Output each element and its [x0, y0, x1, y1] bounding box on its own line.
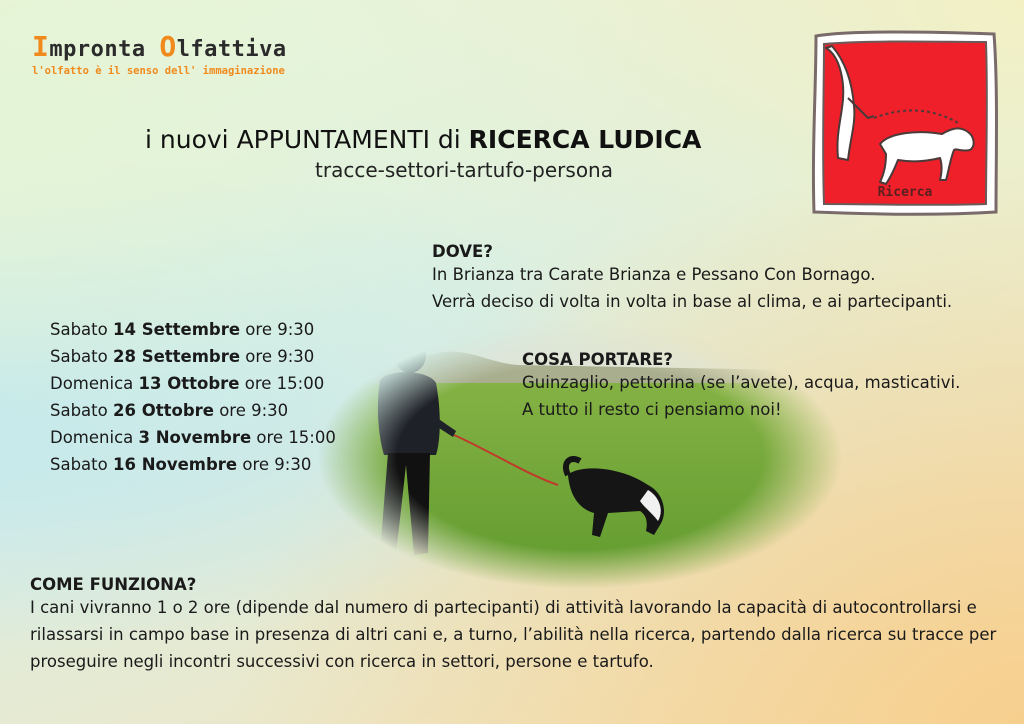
logo-initial-i: I [32, 30, 50, 63]
logo-word-2: lfattiva [176, 37, 287, 62]
date-row: Sabato 26 Ottobre ore 9:30 [50, 401, 289, 420]
date-row: Sabato 14 Settembre ore 9:30 [50, 320, 315, 339]
brand-logo [32, 30, 287, 77]
dates-list [50, 316, 336, 478]
section-cosa-portare [522, 350, 960, 423]
logo-tagline: l'olfatto è il senso dell' immaginazione [32, 65, 285, 77]
dove-title: DOVE? [432, 242, 493, 261]
page-subtitle: tracce-settori-tartufo-persona [315, 158, 613, 182]
come-funziona-title: COME FUNZIONA? [30, 575, 197, 594]
dove-line-2: Verrà deciso di volta in volta in base al clima, e ai partecipanti. [432, 292, 953, 311]
come-funziona-body: I cani vivranno 1 o 2 ore (dipende dal numero di partecipanti) di attività lavorando la capacità di autocontrollarsi e rilassarsi in campo base in presenza di altri cani e, a turno, l’abilità nella ricerca, partendo dalla ricerca su tracce per proseguire negli incontri successivi con ricerca in settori, persone e tartufo. [30, 598, 997, 671]
page-title [145, 125, 701, 154]
logo-word-1: mpronta [49, 37, 160, 62]
headline-bold: RICERCA LUDICA [468, 125, 702, 154]
cosa-portare-line-2: A tutto il resto ci pensiamo noi! [522, 400, 782, 419]
badge-label: Ricerca [877, 185, 933, 200]
cosa-portare-title: COSA PORTARE? [522, 350, 673, 369]
cosa-portare-line-1: Guinzaglio, pettorina (se l’avete), acqua, masticativi. [522, 373, 961, 392]
logo-title [32, 30, 287, 63]
dove-line-1: In Brianza tra Carate Brianza e Pessano Con Bornago. [432, 265, 876, 284]
headline-plain: i nuovi APPUNTAMENTI di [145, 125, 469, 154]
date-row: Sabato 28 Settembre ore 9:30 [50, 347, 315, 366]
section-dove [432, 242, 952, 315]
date-row: Domenica 3 Novembre ore 15:00 [50, 428, 336, 447]
date-row: Sabato 16 Novembre ore 9:30 [50, 455, 312, 474]
date-row: Domenica 13 Ottobre ore 15:00 [50, 374, 325, 393]
ricerca-badge [810, 28, 1000, 218]
logo-initial-o: O [159, 30, 177, 63]
section-come-funziona [30, 575, 1000, 675]
